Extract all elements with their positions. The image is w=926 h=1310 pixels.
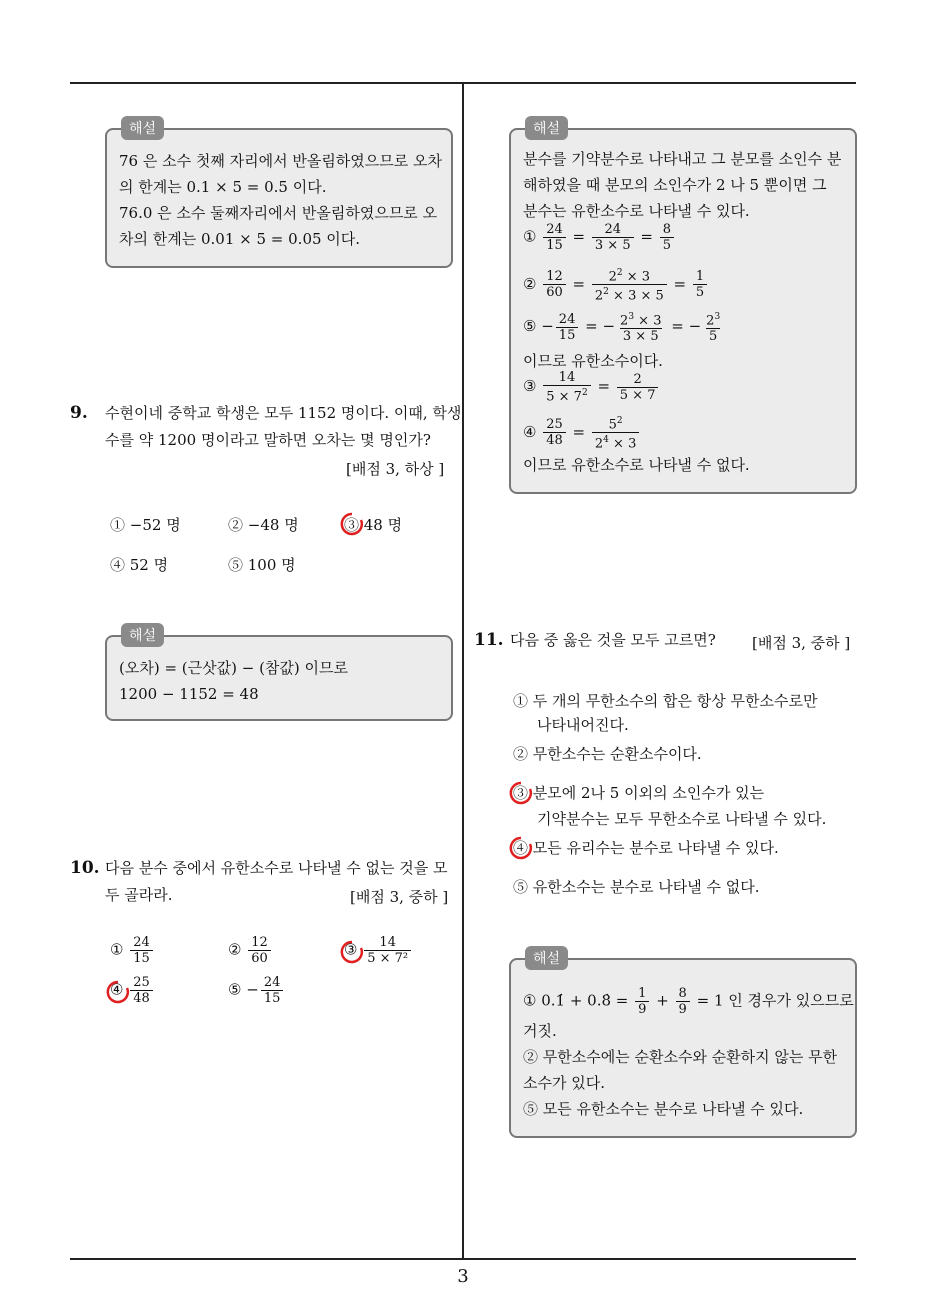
equation-2: ② $\frac{12}{60}$ = $\frac{2^2 \times 3}{2^2 \times 3 \times 5}$ = $\frac{1}{5}$ [523,266,709,304]
solution-box-q8 [105,121,453,268]
option-3-continued: 기약분수는 모두 무한소수로 나타낼 수 있다. [537,810,827,828]
question-number: 11. [474,630,504,650]
answer-mark-icon [340,940,364,964]
fraction: $\frac{24}{15}$ [261,975,284,1006]
solution-line: 1200 − 1152 = 48 [119,685,259,703]
solution-tag: 해설 [121,623,164,647]
answer-mark-icon [509,836,533,860]
option-4[interactable]: ④ 모든 유리수는 분수로 나타낼 수 있다. [513,839,779,857]
option-3[interactable]: ③ 분모에 2나 5 이외의 소인수가 있는 [513,784,765,802]
solution-box-q9 [105,628,453,721]
fraction: $\frac{14}{\text{5 × 7²}}$ [364,935,411,966]
option-label: ③ [344,940,358,959]
answer-mark-icon [340,512,364,536]
option-1[interactable]: ① −52 명 [110,516,181,534]
solution-line: 이므로 유한소수이다. [523,352,663,370]
option-label: ⑤ [228,980,242,999]
points-label: [배점 3, 중하 ] [752,634,851,652]
solution-line: (오차) = (근삿값) − (참값) 이므로 [119,659,348,677]
option-2[interactable]: ② 무한소수는 순환소수이다. [513,745,702,763]
solution-tag: 해설 [525,946,568,970]
option-1-continued: 나타내어진다. [537,716,629,734]
solution-line: 분수를 기약분수로 나타내고 그 분모를 소인수 분 [523,150,842,168]
fraction: $\frac{25}{48}$ [130,975,153,1006]
option-3[interactable]: ③ 48 명 [344,516,403,534]
option-5[interactable] [228,975,285,1006]
equation-4: ④ $\frac{25}{48}$ = $\frac{5^2}{2^4 \times 3}$ [523,414,641,452]
solution-line: 해하였을 때 분모의 소인수가 2 나 5 뿐이면 그 [523,176,827,194]
question-text: 수를 약 1200 명이라고 말하면 오차는 몇 명인가? [105,431,431,449]
option-2[interactable] [228,935,273,966]
points-label: [배점 3, 중하 ] [350,888,449,906]
solution-line: 분수는 유한소수로 나타낼 수 있다. [523,202,750,220]
question-text: 다음 분수 중에서 유한소수로 나타낼 수 없는 것을 모 [105,859,448,877]
option-5[interactable]: ⑤ 100 명 [228,556,296,574]
column-divider [462,84,464,1258]
equation-line: ① 0.1̇ + 0.8̇ = $\frac{1}{9}$ + $\frac{8}{9}$ = 1 인 경우가 있으므로 [523,986,854,1017]
option-label: ④ [110,980,124,999]
solution-line: ② 무한소수에는 순환소수와 순환하지 않는 무한 [523,1048,838,1066]
page-number: 3 [457,1266,469,1287]
solution-line: 거짓. [523,1022,557,1040]
solution-box-q11 [509,951,857,1138]
solution-tag: 해설 [525,116,568,140]
equation-3: ③ $\frac{14}{5 \times 7^2}$ = $\frac{2}{5 \times 7}$ [523,370,660,404]
equation-1: ① $\frac{24}{15}$ = $\frac{24}{3 \times 5}$ = $\frac{8}{5}$ [523,222,676,253]
question-text: 두 골라라. [105,886,173,904]
solution-box-q10 [509,121,857,494]
solution-line: 차의 한계는 0.01 × 5 = 0.05 이다. [119,230,361,248]
option-4[interactable]: ④ 52 명 [110,556,169,574]
option-2[interactable]: ② −48 명 [228,516,299,534]
option-1[interactable]: ① 두 개의 무한소수의 합은 항상 무한소수로만 [513,692,818,710]
option-label: ① [110,940,124,959]
answer-mark-icon [509,781,533,805]
bottom-rule [70,1258,856,1260]
option-1[interactable] [110,935,155,966]
negative-sign: − [246,980,259,999]
points-label: [배점 3, 하상 ] [346,460,445,478]
question-text: 수현이네 중학교 학생은 모두 1152 명이다. 이때, 학생 [105,404,462,422]
solution-tag: 해설 [121,116,164,140]
solution-line: 이므로 유한소수로 나타낼 수 없다. [523,456,750,474]
solution-line: 76 은 소수 첫째 자리에서 반올림하였으므로 오차 [119,152,443,170]
fraction: $\frac{24}{15}$ [130,935,153,966]
solution-line: ⑤ 모든 유한소수는 분수로 나타낼 수 있다. [523,1100,804,1118]
question-number: 9. [70,403,88,423]
question-text: 다음 중 옳은 것을 모두 고르면? [510,631,716,649]
fraction: $\frac{12}{60}$ [248,935,271,966]
question-number: 10. [70,858,100,878]
solution-line: 의 한계는 0.1 × 5 = 0.5 이다. [119,178,327,196]
answer-mark-icon [106,980,130,1004]
equation-5: ⑤ − $\frac{24}{15}$ = − $\frac{2^3 \times 3}{3 \times 5}$ = − $\frac{2^3}{5}$ [523,311,721,345]
option-5[interactable]: ⑤ 유한소수는 분수로 나타낼 수 없다. [513,878,760,896]
solution-line: 76.0 은 소수 둘째자리에서 반올림하였으므로 오 [119,204,438,222]
option-label: ② [228,940,242,959]
solution-line: 소수가 있다. [523,1074,605,1092]
